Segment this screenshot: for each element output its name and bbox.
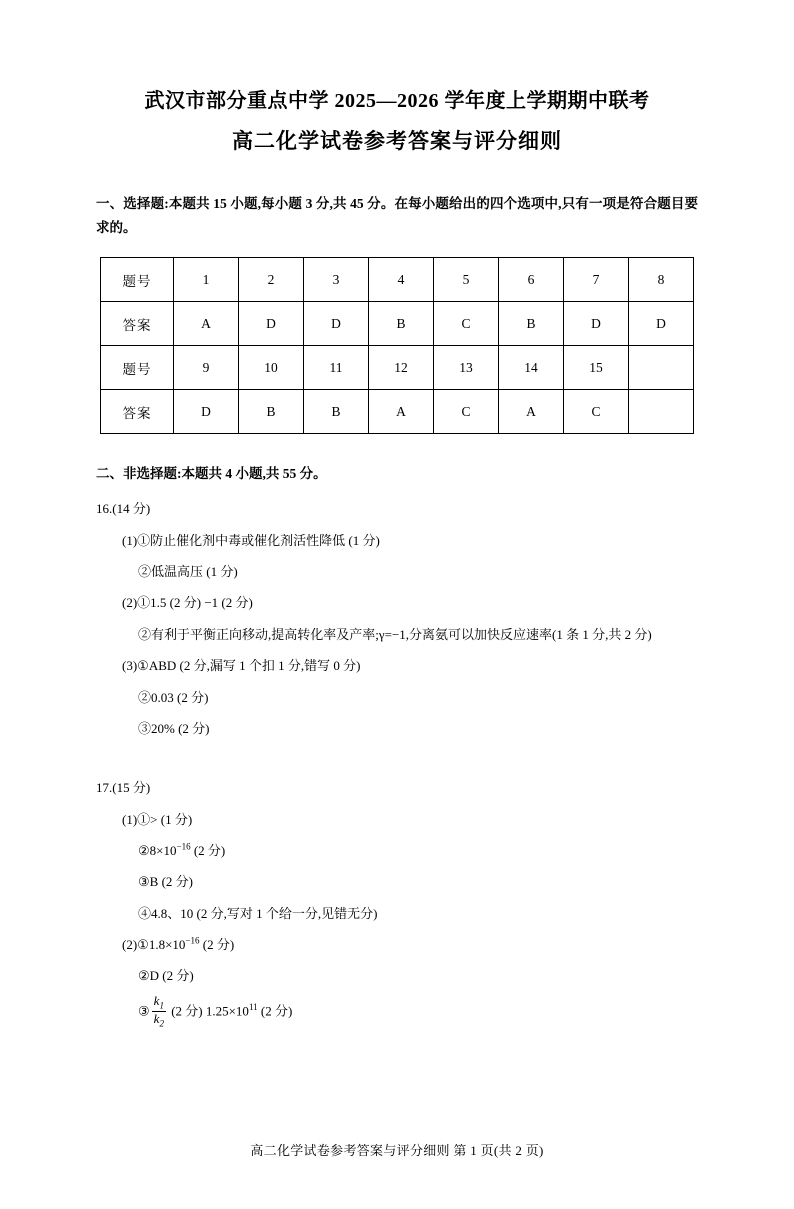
table-cell: D — [239, 302, 304, 346]
table-cell: 3 — [304, 258, 369, 302]
table-row — [101, 302, 694, 346]
table-cell: D — [564, 302, 629, 346]
table-cell: 5 — [434, 258, 499, 302]
row-label: 答案 — [101, 302, 174, 346]
row-label: 题号 — [101, 258, 174, 302]
table-cell: 12 — [369, 346, 434, 390]
fraction-denominator — [152, 1012, 166, 1029]
table-cell: 10 — [239, 346, 304, 390]
table-cell: 15 — [564, 346, 629, 390]
question-16-line-3: (2)①1.5 (2 分) −1 (2 分) — [122, 595, 253, 611]
q17-l2-sup: −16 — [176, 841, 191, 852]
table-cell: D — [304, 302, 369, 346]
table-cell: B — [369, 302, 434, 346]
table-cell: B — [499, 302, 564, 346]
table-cell: 6 — [499, 258, 564, 302]
table-cell: 7 — [564, 258, 629, 302]
page-footer: 高二化学试卷参考答案与评分细则 第 1 页(共 2 页) — [250, 1143, 544, 1158]
table-cell: 14 — [499, 346, 564, 390]
table-cell: 9 — [174, 346, 239, 390]
table-cell: 2 — [239, 258, 304, 302]
table-cell: 4 — [369, 258, 434, 302]
section-2-heading: 二、非选择题:本题共 4 小题,共 55 分。 — [96, 466, 327, 482]
question-17-number: 17.(15 分) — [96, 780, 151, 796]
table-cell: D — [629, 302, 694, 346]
table-cell: D — [174, 390, 239, 434]
question-17-line-1: (1)①> (1 分) — [122, 811, 193, 827]
table-cell: B — [239, 390, 304, 434]
table-cell: A — [499, 390, 564, 434]
question-16-number: 16.(14 分) — [96, 501, 151, 517]
question-16-line-7: ③20% (2 分) — [138, 720, 210, 736]
q17-l7-sup: 11 — [248, 1001, 258, 1012]
row-label: 答案 — [101, 390, 174, 434]
q17-l2-pre: ②8×10 — [138, 842, 177, 858]
table-cell: 8 — [629, 258, 694, 302]
q17-l7-post: (2 分) — [257, 1003, 293, 1019]
section-1-heading: 一、选择题:本题共 15 小题,每小题 3 分,共 45 分。在每小题给出的四个选项中,只有一项是符合题目要求的。 — [96, 195, 698, 236]
question-17-line-6: ②D (2 分) — [138, 968, 194, 984]
answer-key-table — [100, 257, 694, 434]
table-cell: C — [434, 302, 499, 346]
q17-l5-pre: (2)①1.8×10 — [122, 936, 186, 952]
rate-constant-ratio-fraction — [152, 994, 166, 1029]
table-cell: B — [304, 390, 369, 434]
q17-l7-pre: ③ — [138, 1003, 150, 1019]
table-row — [101, 258, 694, 302]
q17-l7-mid: (2 分) 1.25×10 — [167, 1003, 249, 1019]
question-17-line-4: ④4.8、10 (2 分,写对 1 个给一分,见错无分) — [138, 905, 378, 921]
table-cell — [629, 346, 694, 390]
document-page — [0, 86, 794, 1209]
fraction-numerator — [152, 994, 166, 1012]
table-cell: 11 — [304, 346, 369, 390]
question-16-line-5: (3)①ABD (2 分,漏写 1 个扣 1 分,错写 0 分) — [122, 658, 361, 674]
table-cell: C — [434, 390, 499, 434]
numerator-subscript: 1 — [159, 1000, 164, 1011]
denominator-subscript: 2 — [159, 1018, 164, 1029]
question-16-line-4: ②有利于平衡正向移动,提高转化率及产率;γ=−1,分离氨可以加快反应速率(1 条 1 分,共 2 分) — [138, 626, 652, 642]
row-label: 题号 — [101, 346, 174, 390]
question-16-line-1: (1)①防止催化剂中毒或催化剂活性降低 (1 分) — [122, 532, 380, 548]
question-17-line-7 — [96, 992, 698, 1030]
table-cell: A — [174, 302, 239, 346]
q17-l2-post: (2 分) — [190, 842, 226, 858]
numerator-symbol: k — [153, 992, 160, 1008]
q17-l5-sup: −16 — [185, 935, 200, 946]
question-16-line-6: ②0.03 (2 分) — [138, 689, 209, 705]
table-cell — [629, 390, 694, 434]
table-row — [101, 346, 694, 390]
table-cell: A — [369, 390, 434, 434]
page-subtitle: 高二化学试卷参考答案与评分细则 — [232, 129, 562, 153]
table-cell: 1 — [174, 258, 239, 302]
q17-l5-post: (2 分) — [199, 936, 235, 952]
question-16-line-2: ②低温高压 (1 分) — [138, 564, 238, 580]
question-17-line-5 — [96, 932, 698, 957]
table-row — [101, 390, 694, 434]
table-cell: C — [564, 390, 629, 434]
question-17-line-2 — [96, 838, 698, 863]
denominator-symbol: k — [153, 1010, 160, 1026]
page-title: 武汉市部分重点中学 2025—2026 学年度上学期期中联考 — [144, 90, 650, 112]
question-17-line-3: ③B (2 分) — [138, 874, 193, 890]
table-cell: 13 — [434, 346, 499, 390]
